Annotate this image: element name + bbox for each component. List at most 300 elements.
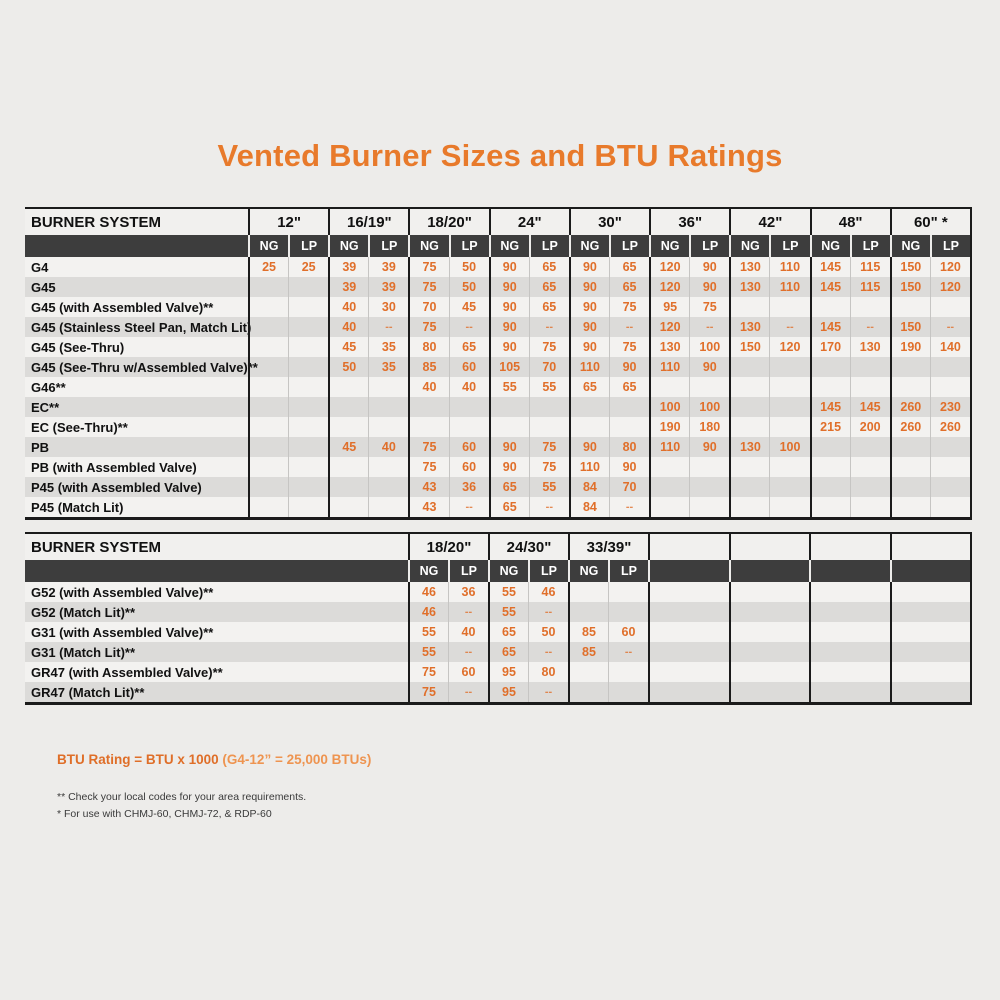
burner-system-label: G45 (31, 279, 56, 295)
btu-value-cell (288, 377, 328, 397)
btu-value-cell (288, 277, 328, 297)
burner-system-label: G52 (Match Lit)** (31, 604, 136, 620)
btu-value-cell (529, 317, 569, 337)
btu-value-cell (288, 357, 328, 377)
btu-value-cell: 65 (609, 257, 649, 277)
btu-value-cell: 75 (609, 337, 649, 357)
btu-value-cell: 40 (448, 622, 488, 642)
btu-value-cell (328, 457, 368, 477)
btu-value-cell (248, 277, 288, 297)
btu-value-cell: 110 (649, 357, 689, 377)
btu-value-cell: 50 (328, 357, 368, 377)
btu-value-cell (248, 457, 288, 477)
btu-value-cell: 75 (408, 437, 448, 457)
fuel-header-empty-cell (648, 560, 729, 582)
btu-value-cell: 150 (729, 337, 769, 357)
btu-value-cell: 150 (890, 277, 930, 297)
empty-group-cell (729, 642, 810, 662)
size-header-cell: 42" (729, 209, 809, 235)
table-row (25, 337, 970, 357)
btu-value-cell (288, 497, 328, 517)
burner-system-label: G4 (31, 259, 49, 275)
btu-value-cell: 90 (689, 257, 729, 277)
btu-value-cell: 50 (449, 277, 489, 297)
btu-value-cell: 120 (930, 257, 970, 277)
empty-group-cell (890, 682, 971, 702)
btu-value-cell: 65 (449, 337, 489, 357)
size-header-empty-cell (890, 534, 971, 560)
size-header-row (25, 209, 970, 235)
btu-value-cell (769, 297, 809, 317)
no-rating-dash: -- (786, 321, 794, 333)
btu-value-cell: 90 (569, 277, 609, 297)
btu-value-cell: 75 (529, 337, 569, 357)
no-rating-dash: -- (544, 646, 553, 658)
btu-value-cell: 120 (649, 277, 689, 297)
btu-value-cell: 70 (529, 357, 569, 377)
btu-value-cell: 25 (288, 257, 328, 277)
btu-value-cell: 65 (569, 377, 609, 397)
btu-value-cell (569, 397, 609, 417)
btu-value-cell: 75 (529, 437, 569, 457)
btu-value-cell (810, 477, 850, 497)
btu-value-cell (810, 297, 850, 317)
btu-value-cell (368, 417, 408, 437)
table-row (25, 457, 970, 477)
btu-value-cell: 130 (850, 337, 890, 357)
btu-value-cell (608, 582, 648, 602)
fuel-type-header-cell: NG (248, 235, 288, 257)
btu-value-cell (529, 417, 569, 437)
btu-value-cell: 120 (769, 337, 809, 357)
fuel-type-header-cell: LP (368, 235, 408, 257)
btu-value-cell: 130 (729, 277, 769, 297)
table-row (25, 277, 970, 297)
fuel-type-header-cell: LP (608, 560, 648, 582)
btu-value-cell (729, 397, 769, 417)
empty-group-cell (648, 662, 729, 682)
btu-value-cell: 45 (328, 337, 368, 357)
table-row (25, 582, 970, 602)
burner-system-label: G45 (Stainless Steel Pan, Match Lit) (31, 319, 252, 335)
fuel-type-header-cell: NG (810, 235, 850, 257)
btu-value-cell: 90 (489, 277, 529, 297)
btu-value-cell: 145 (810, 257, 850, 277)
btu-value-cell: 39 (328, 257, 368, 277)
btu-value-cell: 130 (729, 317, 769, 337)
btu-value-cell: 110 (769, 277, 809, 297)
table-row (25, 397, 970, 417)
fuel-type-header-cell: LP (850, 235, 890, 257)
size-header-cell: 24/30" (488, 534, 568, 560)
btu-value-cell: 75 (408, 457, 448, 477)
btu-value-cell: 105 (489, 357, 529, 377)
btu-value-cell: 46 (408, 602, 448, 622)
no-rating-dash: -- (545, 321, 553, 333)
btu-value-cell: 150 (890, 257, 930, 277)
btu-value-cell (248, 417, 288, 437)
btu-value-cell (608, 662, 648, 682)
burner-system-label: P45 (Match Lit) (31, 499, 124, 515)
btu-value-cell (248, 297, 288, 317)
btu-value-cell (288, 457, 328, 477)
btu-value-cell (890, 357, 930, 377)
fuel-header-empty-cell (809, 560, 890, 582)
fuel-type-header-cell: NG (729, 235, 769, 257)
btu-value-cell (850, 297, 890, 317)
btu-value-cell: 90 (569, 337, 609, 357)
fuel-type-header-cell: NG (569, 235, 609, 257)
btu-value-cell: 75 (408, 317, 448, 337)
btu-value-cell: 60 (448, 662, 488, 682)
table-row (25, 477, 970, 497)
btu-value-cell: 95 (649, 297, 689, 317)
btu-value-cell: 90 (569, 297, 609, 317)
btu-value-cell: 110 (769, 257, 809, 277)
fuel-type-header-cell: LP (448, 560, 488, 582)
btu-value-cell (689, 497, 729, 517)
btu-value-cell: 65 (529, 277, 569, 297)
btu-value-cell (729, 457, 769, 477)
table-row (25, 642, 970, 662)
btu-value-cell: 145 (810, 277, 850, 297)
no-rating-dash: -- (464, 606, 473, 618)
btu-value-cell: 100 (649, 397, 689, 417)
btu-value-cell: 75 (408, 662, 448, 682)
btu-value-cell (568, 662, 608, 682)
btu-value-cell (890, 377, 930, 397)
btu-value-cell (769, 457, 809, 477)
btu-value-cell: 50 (528, 622, 568, 642)
btu-value-cell (769, 397, 809, 417)
btu-value-cell (368, 457, 408, 477)
btu-value-cell: 180 (689, 417, 729, 437)
btu-value-cell (850, 497, 890, 517)
btu-value-cell (729, 297, 769, 317)
btu-value-cell: 55 (488, 582, 528, 602)
empty-group-cell (729, 622, 810, 642)
btu-value-cell: 35 (368, 337, 408, 357)
btu-value-cell (528, 682, 568, 702)
fuel-type-header-cell: LP (689, 235, 729, 257)
fuel-header-spacer (25, 560, 408, 582)
btu-value-cell: 145 (810, 397, 850, 417)
btu-value-cell: 130 (729, 437, 769, 457)
btu-value-cell: 55 (529, 377, 569, 397)
btu-value-cell: 45 (449, 297, 489, 317)
burner-system-header: BURNER SYSTEM (31, 213, 162, 231)
btu-value-cell (890, 457, 930, 477)
size-header-row (25, 534, 970, 560)
btu-value-cell (529, 497, 569, 517)
burner-system-label: G45 (with Assembled Valve)** (31, 299, 214, 315)
btu-value-cell (328, 477, 368, 497)
btu-value-cell (248, 377, 288, 397)
btu-value-cell: 55 (408, 622, 448, 642)
no-rating-dash: -- (544, 606, 553, 618)
btu-value-cell (528, 602, 568, 622)
btu-value-cell: 260 (890, 397, 930, 417)
btu-value-cell (689, 377, 729, 397)
btu-value-cell: 260 (890, 417, 930, 437)
empty-group-cell (648, 582, 729, 602)
btu-value-cell (568, 582, 608, 602)
btu-value-cell (288, 437, 328, 457)
btu-value-cell (689, 317, 729, 337)
btu-value-cell: 190 (890, 337, 930, 357)
empty-group-cell (890, 642, 971, 662)
btu-value-cell (568, 682, 608, 702)
empty-group-cell (648, 602, 729, 622)
btu-value-cell: 40 (449, 377, 489, 397)
size-header-cell: 18/20" (408, 209, 488, 235)
footnote-for-use-with: * For use with CHMJ-60, CHMJ-72, & RDP-60 (57, 808, 272, 820)
vented-burner-table-secondary (25, 532, 972, 705)
btu-value-cell: 80 (408, 337, 448, 357)
btu-value-cell: 95 (488, 662, 528, 682)
btu-value-cell: 145 (810, 317, 850, 337)
fuel-type-header-cell: LP (930, 235, 970, 257)
btu-value-cell: 90 (569, 317, 609, 337)
btu-value-cell: 36 (448, 582, 488, 602)
btu-value-cell (930, 377, 970, 397)
empty-group-cell (809, 642, 890, 662)
btu-value-cell (368, 397, 408, 417)
btu-value-cell: 43 (408, 497, 448, 517)
btu-value-cell: 90 (489, 437, 529, 457)
btu-value-cell: 90 (489, 317, 529, 337)
btu-value-cell: 65 (488, 622, 528, 642)
size-header-cell: 48" (810, 209, 890, 235)
table-row (25, 297, 970, 317)
fuel-type-header-cell: NG (649, 235, 689, 257)
fuel-type-header-cell: NG (328, 235, 368, 257)
btu-value-cell: 170 (810, 337, 850, 357)
fuel-type-header-cell: NG (408, 235, 448, 257)
table-row (25, 317, 970, 337)
btu-value-cell: 75 (408, 257, 448, 277)
btu-value-cell: 120 (930, 277, 970, 297)
btu-value-cell (288, 397, 328, 417)
btu-value-cell (608, 642, 648, 662)
empty-group-cell (809, 602, 890, 622)
btu-value-cell (729, 497, 769, 517)
btu-value-cell: 90 (489, 337, 529, 357)
fuel-type-header-cell: LP (288, 235, 328, 257)
table-row (25, 602, 970, 622)
size-header-cell: 60" * (890, 209, 970, 235)
btu-value-cell: 130 (729, 257, 769, 277)
btu-value-cell: 120 (649, 317, 689, 337)
empty-group-cell (729, 582, 810, 602)
burner-system-label: G46** (31, 379, 66, 395)
burner-system-label: G52 (with Assembled Valve)** (31, 584, 214, 600)
btu-value-cell: 115 (850, 257, 890, 277)
btu-value-cell: 55 (529, 477, 569, 497)
size-header-cell: 30" (569, 209, 649, 235)
btu-value-cell (288, 337, 328, 357)
btu-value-cell (368, 317, 408, 337)
btu-value-cell: 100 (689, 337, 729, 357)
btu-value-cell: 40 (328, 317, 368, 337)
btu-value-cell: 75 (609, 297, 649, 317)
btu-value-cell (489, 417, 529, 437)
btu-value-cell: 75 (408, 277, 448, 297)
btu-value-cell (368, 377, 408, 397)
btu-value-cell (328, 377, 368, 397)
size-header-cell: 12" (248, 209, 328, 235)
size-header-cell: 33/39" (568, 534, 648, 560)
size-header-cell: 18/20" (408, 534, 488, 560)
btu-value-cell: 84 (569, 497, 609, 517)
btu-value-cell: 85 (568, 642, 608, 662)
btu-value-cell: 55 (488, 602, 528, 622)
no-rating-dash: -- (464, 646, 473, 658)
fuel-type-header-cell: LP (529, 235, 569, 257)
btu-value-cell (850, 317, 890, 337)
btu-value-cell: 39 (368, 257, 408, 277)
btu-value-cell: 70 (408, 297, 448, 317)
btu-value-cell (528, 642, 568, 662)
btu-value-cell: 65 (529, 257, 569, 277)
btu-value-cell: 120 (649, 257, 689, 277)
btu-value-cell: 90 (489, 257, 529, 277)
no-rating-dash: -- (706, 321, 714, 333)
btu-value-cell (448, 642, 488, 662)
btu-value-cell (408, 417, 448, 437)
btu-value-cell (890, 437, 930, 457)
size-header-empty-cell (648, 534, 729, 560)
btu-value-cell: 36 (449, 477, 489, 497)
empty-group-cell (890, 622, 971, 642)
btu-value-cell (248, 477, 288, 497)
btu-value-cell (449, 317, 489, 337)
btu-value-cell: 65 (489, 497, 529, 517)
btu-value-cell: 84 (569, 477, 609, 497)
no-rating-dash: -- (545, 501, 553, 513)
btu-value-cell: 45 (328, 437, 368, 457)
fuel-header-empty-cell (890, 560, 971, 582)
btu-rating-note-paren: (G4-12” = 25,000 BTUs) (222, 752, 372, 767)
fuel-type-header-row (25, 235, 970, 257)
empty-group-cell (729, 602, 810, 622)
empty-group-cell (809, 622, 890, 642)
btu-value-cell (288, 317, 328, 337)
btu-value-cell (288, 297, 328, 317)
btu-value-cell: 90 (489, 297, 529, 317)
btu-value-cell (769, 317, 809, 337)
btu-value-cell: 60 (449, 357, 489, 377)
btu-value-cell: 215 (810, 417, 850, 437)
btu-value-cell (568, 602, 608, 622)
fuel-type-header-cell: LP (528, 560, 568, 582)
btu-value-cell: 46 (408, 582, 448, 602)
btu-value-cell (850, 477, 890, 497)
btu-value-cell: 46 (528, 582, 568, 602)
btu-value-cell: 85 (568, 622, 608, 642)
btu-value-cell (368, 497, 408, 517)
btu-value-cell (448, 602, 488, 622)
btu-value-cell (850, 457, 890, 477)
empty-group-cell (809, 582, 890, 602)
table-row (25, 357, 970, 377)
btu-value-cell (850, 437, 890, 457)
no-rating-dash: -- (625, 321, 634, 333)
size-header-cell: 24" (489, 209, 569, 235)
size-header-empty-cell (729, 534, 810, 560)
btu-value-cell: 90 (569, 437, 609, 457)
empty-group-cell (648, 622, 729, 642)
btu-value-cell (729, 417, 769, 437)
btu-value-cell: 190 (649, 417, 689, 437)
btu-value-cell: 40 (408, 377, 448, 397)
empty-group-cell (890, 582, 971, 602)
btu-value-cell (810, 457, 850, 477)
no-rating-dash: -- (465, 501, 473, 513)
btu-value-cell: 30 (368, 297, 408, 317)
btu-value-cell (930, 477, 970, 497)
burner-system-label: G45 (See-Thru) (31, 339, 125, 355)
btu-value-cell (890, 297, 930, 317)
fuel-type-header-cell: LP (449, 235, 489, 257)
btu-value-cell (769, 497, 809, 517)
btu-value-cell (890, 497, 930, 517)
btu-value-cell: 65 (488, 642, 528, 662)
btu-value-cell: 95 (488, 682, 528, 702)
burner-system-label: G45 (See-Thru w/Assembled Valve)** (31, 359, 258, 375)
burner-system-header: BURNER SYSTEM (31, 538, 162, 556)
btu-value-cell (328, 497, 368, 517)
btu-value-cell: 70 (609, 477, 649, 497)
no-rating-dash: -- (946, 321, 955, 333)
btu-value-cell: 75 (689, 297, 729, 317)
btu-value-cell: 90 (609, 357, 649, 377)
btu-value-cell: 50 (449, 257, 489, 277)
table-row (25, 662, 970, 682)
btu-value-cell (649, 477, 689, 497)
btu-value-cell: 115 (850, 277, 890, 297)
size-header-cell: 16/19" (328, 209, 408, 235)
empty-group-cell (809, 682, 890, 702)
no-rating-dash: -- (464, 686, 473, 698)
btu-value-cell: 39 (368, 277, 408, 297)
btu-value-cell (609, 317, 649, 337)
btu-value-cell: 90 (569, 257, 609, 277)
burner-system-label: P45 (with Assembled Valve) (31, 479, 202, 495)
btu-value-cell (930, 297, 970, 317)
btu-value-cell: 35 (368, 357, 408, 377)
btu-value-cell: 75 (408, 682, 448, 702)
btu-value-cell (850, 357, 890, 377)
no-rating-dash: -- (625, 501, 634, 513)
btu-value-cell: 100 (769, 437, 809, 457)
btu-value-cell (769, 477, 809, 497)
btu-value-cell (930, 497, 970, 517)
btu-value-cell (609, 417, 649, 437)
table-row (25, 497, 970, 517)
no-rating-dash: -- (866, 321, 874, 333)
btu-value-cell: 65 (609, 277, 649, 297)
btu-value-cell: 80 (528, 662, 568, 682)
size-header-cell: 36" (649, 209, 729, 235)
no-rating-dash: -- (544, 686, 553, 698)
btu-value-cell (810, 377, 850, 397)
fuel-type-header-cell: LP (609, 235, 649, 257)
empty-group-cell (648, 642, 729, 662)
fuel-type-header-cell: NG (488, 560, 528, 582)
btu-value-cell: 85 (408, 357, 448, 377)
btu-value-cell: 40 (328, 297, 368, 317)
